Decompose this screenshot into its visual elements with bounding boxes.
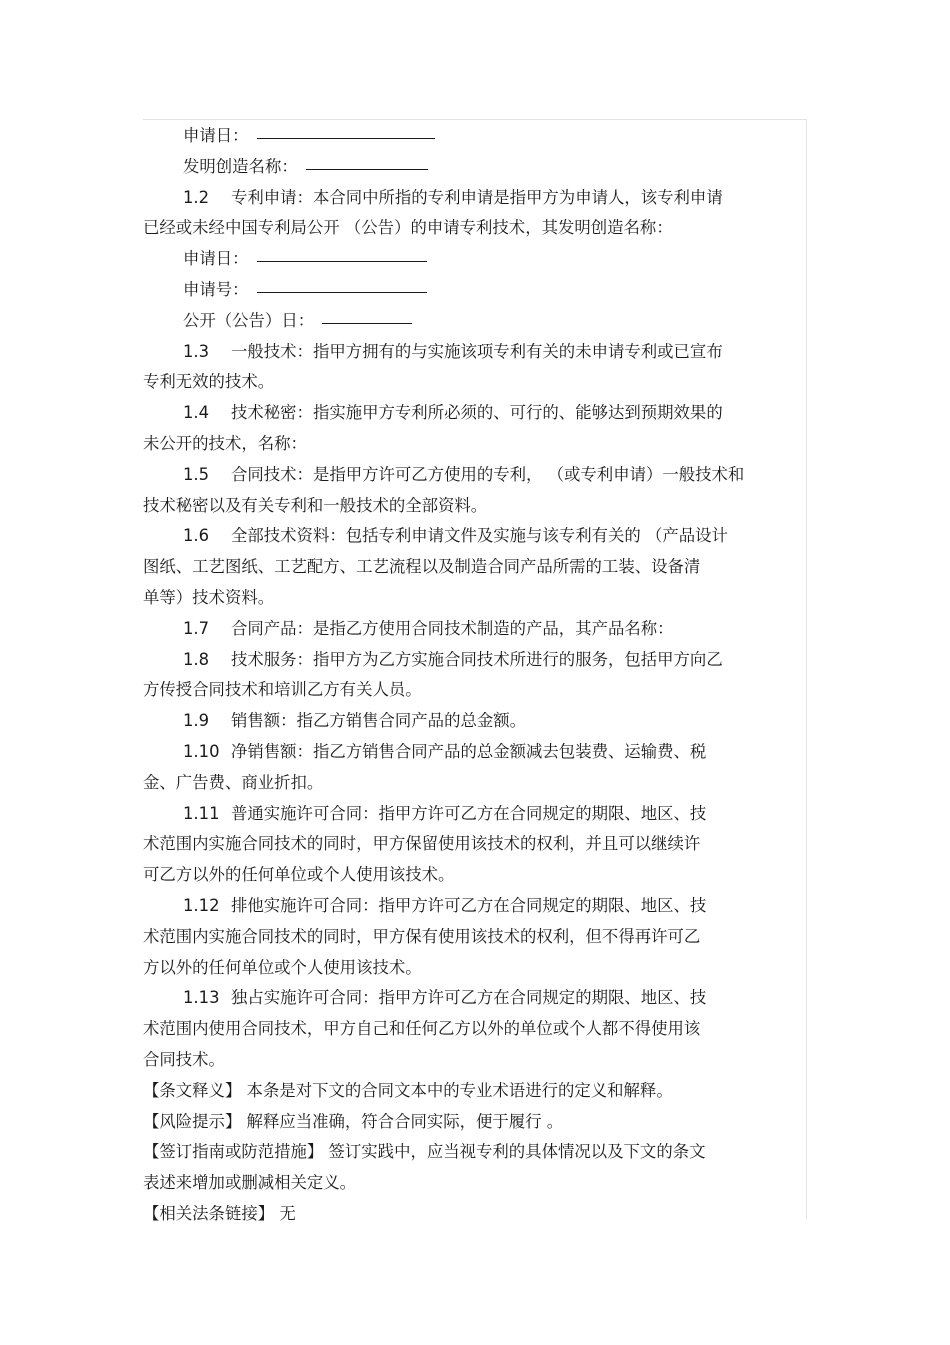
line-text: 普通实施许可合同：指甲方许可乙方在合同规定的期限、地区、技: [231, 803, 707, 823]
document-line: [143, 737, 807, 768]
line-text: 金、广告费、商业折扣。: [143, 772, 324, 792]
clause-number: 1.13: [183, 988, 220, 1008]
document-line: [143, 645, 807, 676]
fill-in-blank: [257, 121, 435, 139]
document-line: [143, 275, 807, 306]
line-text: 术范围内使用合同技术，甲方自己和任何乙方以外的单位或个人都不得使用该: [143, 1019, 701, 1039]
line-text: 方传授合同技术和培训乙方有关人员。: [143, 680, 422, 700]
line-text: 申请号：: [183, 279, 249, 299]
line-text: 公开（公告）日：: [183, 310, 315, 330]
line-text: 全部技术资料：包括专利申请文件及实施与该专利有关的 （产品设计: [231, 526, 728, 546]
clause-number: 1.3: [183, 341, 210, 361]
line-text: 术范围内实施合同技术的同时，甲方保留使用该技术的权利，并且可以继续许: [143, 834, 701, 854]
document-line: [143, 860, 807, 891]
line-text: 未公开的技术，名称：: [143, 433, 307, 453]
document-line: [143, 337, 807, 368]
clause-number: 1.2: [183, 187, 210, 207]
document-line: [143, 491, 807, 522]
document-line: [143, 1168, 807, 1199]
document-line: [143, 121, 807, 152]
line-text: 已经或未经中国专利局公开 （公告）的申请专利技术，其发明创造名称：: [143, 218, 673, 238]
document-line: [143, 244, 807, 275]
line-text: 【签订指南或防范措施】 签订实践中，应当视专利的具体情况以及下文的条文: [143, 1142, 706, 1162]
line-text: 【条文释义】 本条是对下文的合同文本中的专业术语进行的定义和解释。: [143, 1080, 673, 1100]
document-line: [143, 183, 807, 214]
fill-in-blank: [322, 306, 412, 324]
line-text: 单等）技术资料。: [143, 587, 275, 607]
line-text: 专利申请：本合同中所指的专利申请是指甲方为申请人，该专利申请: [231, 187, 723, 207]
document-line: [143, 583, 807, 614]
clause-number: 1.11: [183, 803, 220, 823]
document-line: [143, 983, 807, 1014]
clause-number: 1.9: [183, 711, 210, 731]
document-line: [143, 922, 807, 953]
fill-in-blank: [257, 244, 427, 262]
line-text: 合同技术。: [143, 1049, 225, 1069]
line-text: 合同产品：是指乙方使用合同技术制造的产品，其产品名称：: [231, 618, 674, 638]
document-line: [143, 460, 807, 491]
line-text: 合同技术：是指甲方许可乙方使用的专利， （或专利申请）一般技术和: [231, 464, 745, 484]
line-text: 独占实施许可合同：指甲方许可乙方在合同规定的期限、地区、技: [231, 988, 707, 1008]
document-line: [143, 306, 807, 337]
line-text: 可乙方以外的任何单位或个人使用该技术。: [143, 865, 455, 885]
line-text: 术范围内实施合同技术的同时，甲方保有使用该技术的权利，但不得再许可乙: [143, 926, 701, 946]
document-line: [143, 1045, 807, 1076]
document-line: [143, 614, 807, 645]
line-text: 申请日：: [183, 249, 249, 269]
line-text: 排他实施许可合同：指甲方许可乙方在合同规定的期限、地区、技: [231, 895, 707, 915]
line-text: 技术秘密：指实施甲方专利所必须的、可行的、能够达到预期效果的: [231, 403, 723, 423]
clause-number: 1.7: [183, 618, 210, 638]
clause-number: 1.4: [183, 403, 210, 423]
document-line: [143, 367, 807, 398]
document-line: [143, 1137, 807, 1168]
clause-number: 1.10: [183, 741, 220, 761]
line-text: 净销售额：指乙方销售合同产品的总金额减去包装费、运输费、税: [231, 741, 707, 761]
fill-in-blank: [257, 275, 427, 293]
line-text: 图纸、工艺图纸、工艺配方、工艺流程以及制造合同产品所需的工装、设备清: [143, 557, 701, 577]
document-line: [143, 675, 807, 706]
document-line: [143, 552, 807, 583]
document-line: [143, 1076, 807, 1107]
line-text: 发明创造名称：: [183, 156, 298, 176]
line-text: 方以外的任何单位或个人使用该技术。: [143, 957, 422, 977]
document-line: [143, 1014, 807, 1045]
clause-number: 1.8: [183, 649, 210, 669]
document-body: [143, 121, 807, 1230]
document-line: [143, 799, 807, 830]
document-line: [143, 953, 807, 984]
document-line: [143, 829, 807, 860]
line-text: 【风险提示】 解释应当准确，符合合同实际，便于履行 。: [143, 1111, 564, 1131]
line-text: 一般技术：指甲方拥有的与实施该项专利有关的未申请专利或已宣布: [231, 341, 723, 361]
fill-in-blank: [306, 152, 428, 170]
document-line: [143, 1107, 807, 1138]
document-line: [143, 1199, 807, 1230]
document-line: [143, 398, 807, 429]
document-line: [143, 706, 807, 737]
clause-number: 1.12: [183, 895, 220, 915]
clause-number: 1.6: [183, 526, 210, 546]
document-line: [143, 429, 807, 460]
clause-number: 1.5: [183, 464, 210, 484]
line-text: 技术秘密以及有关专利和一般技术的全部资料。: [143, 495, 488, 515]
line-text: 销售额：指乙方销售合同产品的总金额。: [231, 711, 527, 731]
document-line: [143, 891, 807, 922]
line-text: 技术服务：指甲方为乙方实施合同技术所进行的服务，包括甲方向乙: [231, 649, 723, 669]
document-line: [143, 213, 807, 244]
document-line: [143, 521, 807, 552]
document-line: [143, 152, 807, 183]
line-text: 专利无效的技术。: [143, 372, 275, 392]
line-text: 表述来增加或删减相关定义。: [143, 1173, 357, 1193]
line-text: 申请日：: [183, 126, 249, 145]
document-line: [143, 768, 807, 799]
line-text: 【相关法条链接】 无: [143, 1203, 296, 1223]
